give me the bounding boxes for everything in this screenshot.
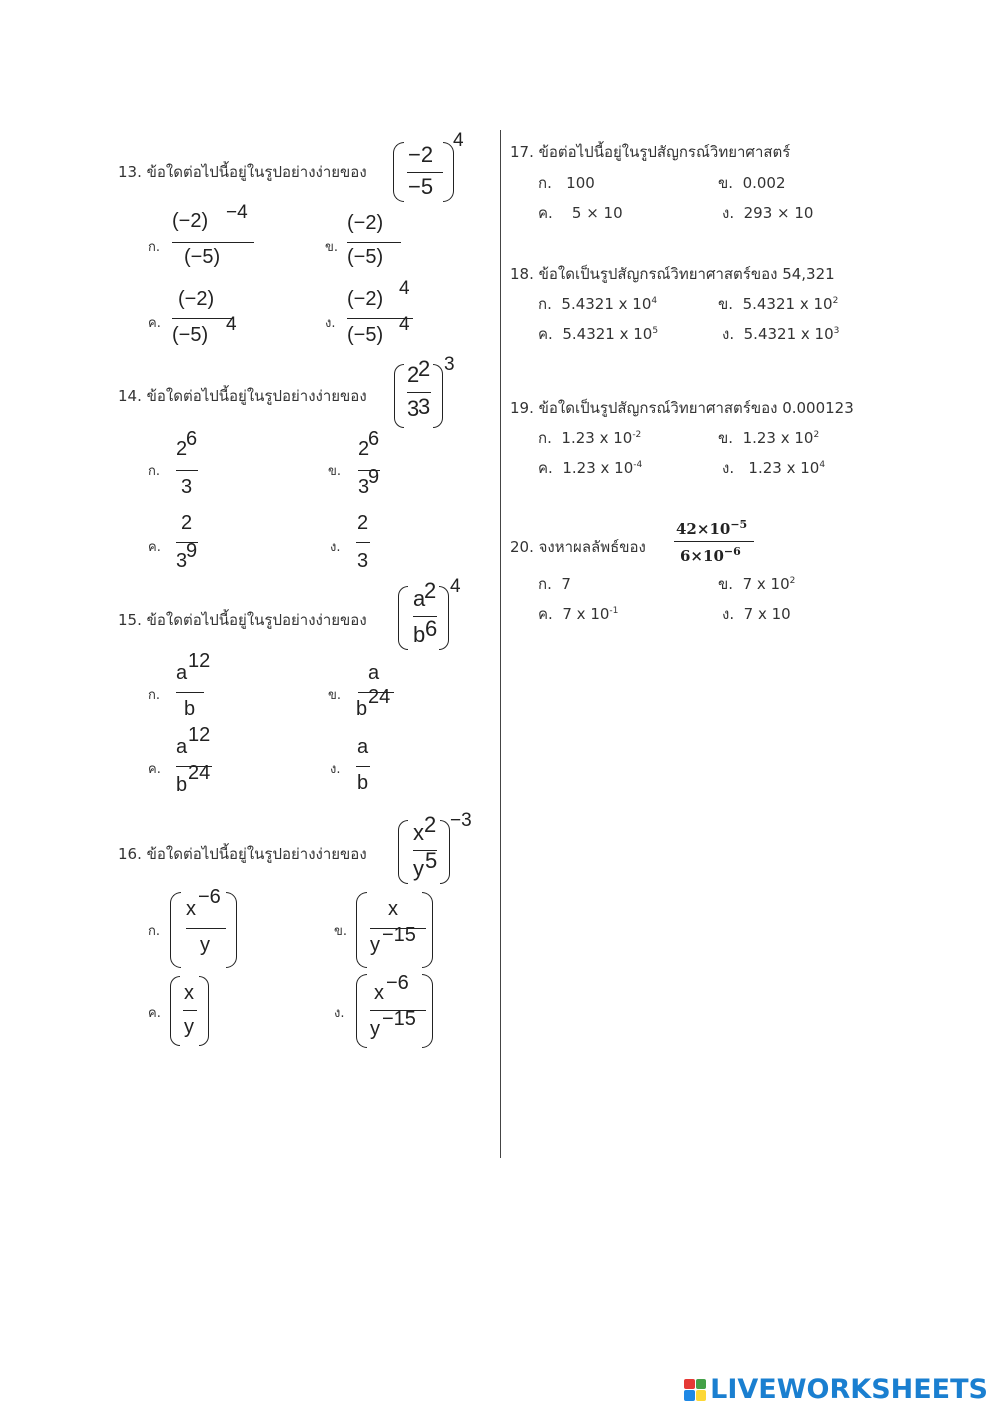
choice-num: a <box>357 736 369 758</box>
choice-value: 5.4321 x 10 <box>742 295 833 313</box>
q15-choice-d[interactable] <box>330 724 470 800</box>
choice-label: ค. <box>538 204 553 222</box>
choice-num-exp: 12 <box>188 724 211 746</box>
choice-num-exp: 6 <box>186 428 198 450</box>
choice-label: ค. <box>148 1006 161 1021</box>
choice-label: ง. <box>330 540 341 555</box>
choice-label: ข. <box>334 924 348 939</box>
q16-expr-num-exp: 2 <box>424 812 437 837</box>
choice-label: ง. <box>722 605 735 623</box>
fraction-bar <box>347 242 401 243</box>
choice-den: (−5) <box>172 324 209 346</box>
q18-choice-a[interactable] <box>538 292 657 316</box>
right-paren <box>440 820 450 884</box>
choice-label: ข. <box>718 295 734 313</box>
choice-den: (−5) <box>347 246 384 268</box>
choice-label: ข. <box>325 240 339 255</box>
liveworksheets-logo[interactable] <box>684 1374 988 1405</box>
q16-choice-b[interactable] <box>334 886 474 970</box>
fraction-bar <box>407 172 443 173</box>
fraction-bar <box>176 692 204 693</box>
q15-expr-den: b <box>413 622 426 647</box>
left-paren <box>356 892 367 968</box>
column-divider <box>500 130 501 1158</box>
choice-num: x <box>184 982 194 1004</box>
choice-value: 5 × 10 <box>571 204 623 222</box>
q15-expr-den-exp: 6 <box>425 616 438 641</box>
left-paren <box>393 142 404 202</box>
right-paren <box>226 892 237 968</box>
q15-expr-num-exp: 2 <box>424 578 437 603</box>
choice-den-exp: 4 <box>399 314 410 335</box>
choice-exponent: -1 <box>609 606 619 616</box>
choice-den-exp: 9 <box>368 466 380 488</box>
choice-num: x <box>186 898 196 920</box>
choice-label: ค. <box>538 325 553 343</box>
choice-num: (−2) <box>347 288 384 310</box>
q14-expr-exp: 3 <box>444 354 455 375</box>
choice-label: ก. <box>148 240 161 255</box>
q17-choice-b[interactable] <box>718 171 786 195</box>
choice-label: ก. <box>148 924 161 939</box>
choice-label: ง. <box>334 1006 345 1021</box>
q20-choice-c[interactable] <box>538 602 618 626</box>
choice-value: 1.23 x 10 <box>748 459 820 477</box>
q14-expr-den: 3 <box>407 396 420 421</box>
choice-num: 2 <box>357 512 369 534</box>
choice-value: 5.4321 x 10 <box>561 295 652 313</box>
q13-prompt: 13. ข้อใดต่อไปนี้อยู่ในรูปอย่างง่ายของ <box>118 163 367 181</box>
choice-label: ค. <box>148 316 161 331</box>
right-paren <box>422 892 433 968</box>
fraction-bar <box>674 541 754 542</box>
choice-num: 2 <box>181 512 193 534</box>
choice-num-exp: −6 <box>198 886 221 908</box>
choice-value: 100 <box>566 174 595 192</box>
q16-expr-exp: −3 <box>450 810 472 831</box>
choice-value: 7 x 10 <box>562 605 610 623</box>
choice-exponent: 5 <box>652 326 659 336</box>
choice-exponent: 4 <box>819 460 826 470</box>
q13-expr-exp: 4 <box>453 130 464 151</box>
choice-den: (−5) <box>347 324 384 346</box>
choice-den: 3 <box>176 550 188 572</box>
choice-den: b <box>184 698 196 720</box>
fraction-bar <box>356 766 370 767</box>
q16-prompt: 16. ข้อใดต่อไปนี้อยู่ในรูปอย่างง่ายของ <box>118 845 367 863</box>
fraction-bar <box>356 542 370 543</box>
choice-num: x <box>374 982 384 1004</box>
choice-label: ข. <box>718 429 734 447</box>
q16-expr-den: y <box>413 856 424 881</box>
left-paren <box>398 820 408 884</box>
logo-square-blue <box>684 1390 695 1401</box>
choice-den: y <box>200 934 210 956</box>
choice-den-exp: 24 <box>368 686 391 708</box>
choice-label: ข. <box>328 464 342 479</box>
q15-prompt: 15. ข้อใดต่อไปนี้อยู่ในรูปอย่างง่ายของ <box>118 611 367 629</box>
fraction-bar <box>183 1010 197 1011</box>
q16-expr-num: x <box>413 820 424 845</box>
q14-choice-d[interactable] <box>330 508 470 584</box>
choice-value: 5.4321 x 10 <box>562 325 653 343</box>
choice-value: 293 × 10 <box>743 204 814 222</box>
q19-choice-b[interactable] <box>718 426 819 450</box>
choice-num-exp: 6 <box>368 428 380 450</box>
choice-den-exp: −15 <box>382 924 416 946</box>
liveworksheets-logo-icon <box>684 1379 706 1401</box>
q16-choice-a[interactable] <box>148 886 288 970</box>
q15-expression <box>398 578 478 652</box>
choice-label: ข. <box>718 575 734 593</box>
choice-label: ก. <box>538 575 552 593</box>
q15-choice-b[interactable] <box>328 650 468 726</box>
logo-square-red <box>684 1379 695 1390</box>
left-paren <box>170 892 181 968</box>
choice-exponent: 3 <box>833 326 840 336</box>
choice-exponent: -4 <box>633 460 643 470</box>
choice-value: 0.002 <box>742 174 786 192</box>
choice-label: ก. <box>148 688 161 703</box>
q19-choice-d[interactable] <box>722 456 825 480</box>
choice-label: ง. <box>722 325 735 343</box>
fraction-bar <box>172 242 254 243</box>
q18-prompt: 18. ข้อใดเป็นรูปสัญกรณ์วิทยาศาสตร์ของ 54,321 <box>510 265 835 283</box>
choice-den: y <box>184 1016 194 1038</box>
q16-choice-d[interactable] <box>334 970 474 1050</box>
choice-label: ข. <box>328 688 342 703</box>
logo-square-green <box>696 1379 707 1390</box>
choice-num-exp: 12 <box>188 650 211 672</box>
choice-exponent: 4 <box>651 296 658 306</box>
fraction-bar <box>172 318 234 319</box>
choice-num-exp: −6 <box>386 972 409 994</box>
fraction-bar <box>176 470 198 471</box>
q13-expression <box>393 130 473 206</box>
choice-label: ก. <box>148 464 161 479</box>
choice-num: 2 <box>358 438 370 460</box>
choice-num: (−2) <box>178 288 215 310</box>
q15-expr-exp: 4 <box>450 576 461 597</box>
choice-label: ค. <box>538 459 553 477</box>
choice-num-exp: 4 <box>399 278 410 299</box>
choice-den: y <box>370 934 380 956</box>
left-paren <box>356 974 367 1048</box>
q20-choice-b[interactable] <box>718 572 795 596</box>
choice-num: (−2) <box>172 210 209 232</box>
q16-expr-den-exp: 5 <box>425 848 438 873</box>
q14-expr-den-exp: 3 <box>418 394 431 419</box>
q18-choice-c[interactable] <box>538 322 658 346</box>
q17-prompt: 17. ข้อต่อไปนี้อยู่ในรูปสัญกรณ์วิทยาศาสตร์ <box>510 143 791 161</box>
logo-text: LIVEWORKSHEETS <box>710 1374 988 1405</box>
q20-choice-d[interactable] <box>722 602 791 626</box>
q13-choice-c[interactable] <box>148 280 288 360</box>
q20-expression <box>672 514 772 570</box>
q13-choice-b[interactable] <box>325 200 465 280</box>
q18-choice-d[interactable] <box>722 322 839 346</box>
q15-choice-c[interactable] <box>148 724 288 800</box>
choice-value: 7 <box>561 575 571 593</box>
q14-choice-c[interactable] <box>148 508 288 584</box>
choice-num: a <box>176 662 188 684</box>
q20-expr-den: $6\times 10^{-6}$ <box>680 545 741 565</box>
q15-choice-a[interactable] <box>148 650 288 726</box>
fraction-bar <box>186 928 226 929</box>
q16-choice-c[interactable] <box>148 970 288 1050</box>
choice-label: ง. <box>325 316 336 331</box>
q14-expr-num: 2 <box>407 362 420 387</box>
right-paren <box>422 974 433 1048</box>
q17-choice-c[interactable] <box>538 201 623 225</box>
choice-exponent: -2 <box>632 430 642 440</box>
choice-den: b <box>356 698 368 720</box>
choice-den-exp: −15 <box>382 1008 416 1030</box>
q14-choice-b[interactable] <box>328 428 468 504</box>
choice-label: ง. <box>722 204 735 222</box>
q19-choice-c[interactable] <box>538 456 642 480</box>
q15-expr-num: a <box>413 586 426 611</box>
q13-choice-d[interactable] <box>325 280 465 360</box>
choice-label: ค. <box>538 605 553 623</box>
choice-den: 3 <box>181 476 193 498</box>
right-paren <box>433 364 443 428</box>
choice-value: 1.23 x 10 <box>561 429 633 447</box>
choice-label: ง. <box>722 459 735 477</box>
choice-value: 7 x 10 <box>742 575 790 593</box>
choice-label: ก. <box>538 429 552 447</box>
q19-prompt: 19. ข้อใดเป็นรูปสัญกรณ์วิทยาศาสตร์ของ 0.000123 <box>510 399 854 417</box>
choice-exponent: 2 <box>789 576 796 586</box>
q14-prompt: 14. ข้อใดต่อไปนี้อยู่ในรูปอย่างง่ายของ <box>118 387 367 405</box>
choice-exponent: 2 <box>813 430 820 440</box>
right-paren <box>199 976 209 1046</box>
q20-prompt: 20. จงหาผลลัพธ์ของ <box>510 538 646 556</box>
q14-choice-a[interactable] <box>148 428 288 504</box>
q13-choice-a[interactable] <box>148 200 288 280</box>
choice-exponent: 2 <box>832 296 839 306</box>
q13-expr-num: −2 <box>408 142 434 167</box>
choice-num: (−2) <box>347 212 384 234</box>
choice-num: a <box>176 736 188 758</box>
choice-value: 1.23 x 10 <box>562 459 634 477</box>
choice-den: 3 <box>358 476 370 498</box>
q16-expression <box>398 810 488 886</box>
right-paren <box>439 586 449 650</box>
left-paren <box>170 976 180 1046</box>
choice-num: 2 <box>176 438 188 460</box>
left-paren <box>398 586 408 650</box>
logo-square-yellow <box>696 1390 707 1401</box>
choice-den-exp: 24 <box>188 762 211 784</box>
choice-label: ค. <box>148 762 161 777</box>
q14-expr-num-exp: 2 <box>418 356 431 381</box>
choice-value: 7 x 10 <box>743 605 791 623</box>
q20-expr-num: $42\times 10^{-5}$ <box>676 518 748 538</box>
choice-den: b <box>176 774 188 796</box>
choice-den: y <box>370 1018 380 1040</box>
choice-den: 3 <box>357 550 369 572</box>
left-paren <box>394 364 404 428</box>
q13-expr-den: −5 <box>408 174 434 199</box>
choice-label: ค. <box>148 540 161 555</box>
choice-den: b <box>357 772 369 794</box>
choice-label: ก. <box>538 295 552 313</box>
choice-num: a <box>368 662 380 684</box>
q14-expression <box>394 356 474 430</box>
choice-label: ก. <box>538 174 552 192</box>
choice-den-exp: 4 <box>226 314 237 335</box>
fraction-bar <box>407 392 431 393</box>
q17-choice-d[interactable] <box>722 201 813 225</box>
choice-num: x <box>388 898 398 920</box>
choice-den: (−5) <box>184 246 221 268</box>
choice-value: 5.4321 x 10 <box>743 325 834 343</box>
q19-choice-a[interactable] <box>538 426 641 450</box>
q17-choice-a[interactable] <box>538 171 595 195</box>
choice-num-exp: −4 <box>226 202 248 223</box>
q20-choice-a[interactable] <box>538 572 571 596</box>
choice-label: ข. <box>718 174 734 192</box>
choice-den-exp: 9 <box>186 540 198 562</box>
choice-value: 1.23 x 10 <box>742 429 814 447</box>
choice-label: ง. <box>330 762 341 777</box>
q18-choice-b[interactable] <box>718 292 838 316</box>
